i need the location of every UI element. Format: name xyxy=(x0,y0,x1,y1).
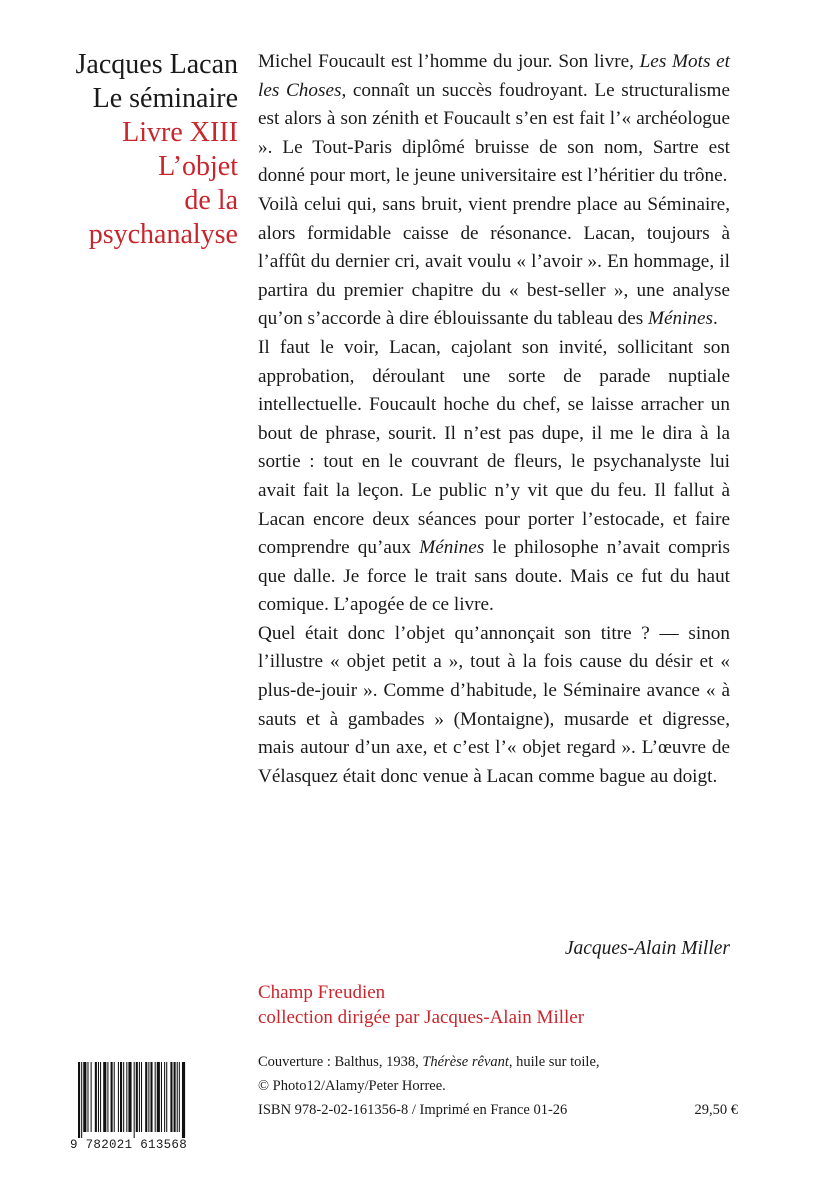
collection-director: collection dirigée par Jacques-Alain Miller xyxy=(258,1007,585,1028)
credits xyxy=(258,1050,738,1122)
signature: Jacques-Alain Miller xyxy=(564,938,730,959)
paragraph-4: Quel était donc l’objet qu’annonçait son titre ? — sinon l’illustre « objet petit a », tout à la fois cause du désir et « plus-de-jouir ». Comme d’habitude, le Séminaire avance « à sauts et à gambades » (Montaigne), musarde et digresse, mais autour d’un axe, et c’est l’« objet regard ». L’œuvre de Vélasquez était donc venue à Lacan comme bague au doigt. xyxy=(258,622,730,787)
series-name: Le séminaire xyxy=(92,83,238,114)
title-block xyxy=(40,48,238,252)
blurb-text xyxy=(258,48,730,791)
paragraph-1: Michel Foucault est l’homme du jour. Son livre, Les Mots et les Choses, connaît un succès foudroyant. Le structuralisme est alors à son zénith et Foucault s’en est fait l’« archéologue ». Le Tout-Paris diplômé bruisse de son nom, Sartre est donné pour mort, le jeune universitaire est l’héritier du trône. xyxy=(258,51,730,187)
book-title-line-2: de la xyxy=(184,185,238,216)
photo-credit: © Photo12/Alamy/Peter Horree. xyxy=(258,1078,446,1094)
book-title-line-1: L’objet xyxy=(158,151,238,182)
volume-number: Livre XIII xyxy=(122,117,238,148)
paragraph-3: Il faut le voir, Lacan, cajolant son invité, sollicitant son approbation, déroulant une sorte de parade nuptiale intellectuelle. Foucault hoche du chef, se laisse arracher un bout de phrase, sourit. Il n’est pas dupe, il me le dira à la sortie : tout en le couvrant de fleurs, le psychanalyste lui avait fait la leçon. Le public n’y vit que du feu. Il fallut à Lacan encore deux séances pour porter l’estocade, et faire comprendre qu’aux Ménines le philosophe n’avait compris que dalle. Je force le trait sans doute. Mais ce fut du haut comique. L’apogée de ce livre. xyxy=(258,336,730,616)
isbn: ISBN 978-2-02-161356-8 / Imprimé en France 01-26 xyxy=(258,1102,568,1118)
barcode-bars xyxy=(70,1062,226,1138)
barcode-icon xyxy=(70,1062,226,1146)
paragraph-2: Voilà celui qui, sans bruit, vient prendre place au Séminaire, alors formidable caisse de résonance. Lacan, toujours à l’affût du dernier cri, avait voulu « l’avoir ». En hommage, il partira du premier chapitre du « best-seller », une analyse qu’on s’accorde à dire éblouissante du tableau des Ménines. xyxy=(258,193,730,330)
author-name: Jacques Lacan xyxy=(75,49,238,80)
collection-info xyxy=(258,980,738,1030)
barcode-number: 9 782021 613568 xyxy=(70,1138,188,1152)
isbn-row xyxy=(258,1098,738,1122)
price: 29,50 € xyxy=(694,1102,738,1118)
collection-name: Champ Freudien xyxy=(258,982,386,1003)
book-title-line-3: psychanalyse xyxy=(88,219,238,250)
cover-credit: Couverture : Balthus, 1938, Thérèse rêvant, huile sur toile, xyxy=(258,1054,600,1070)
